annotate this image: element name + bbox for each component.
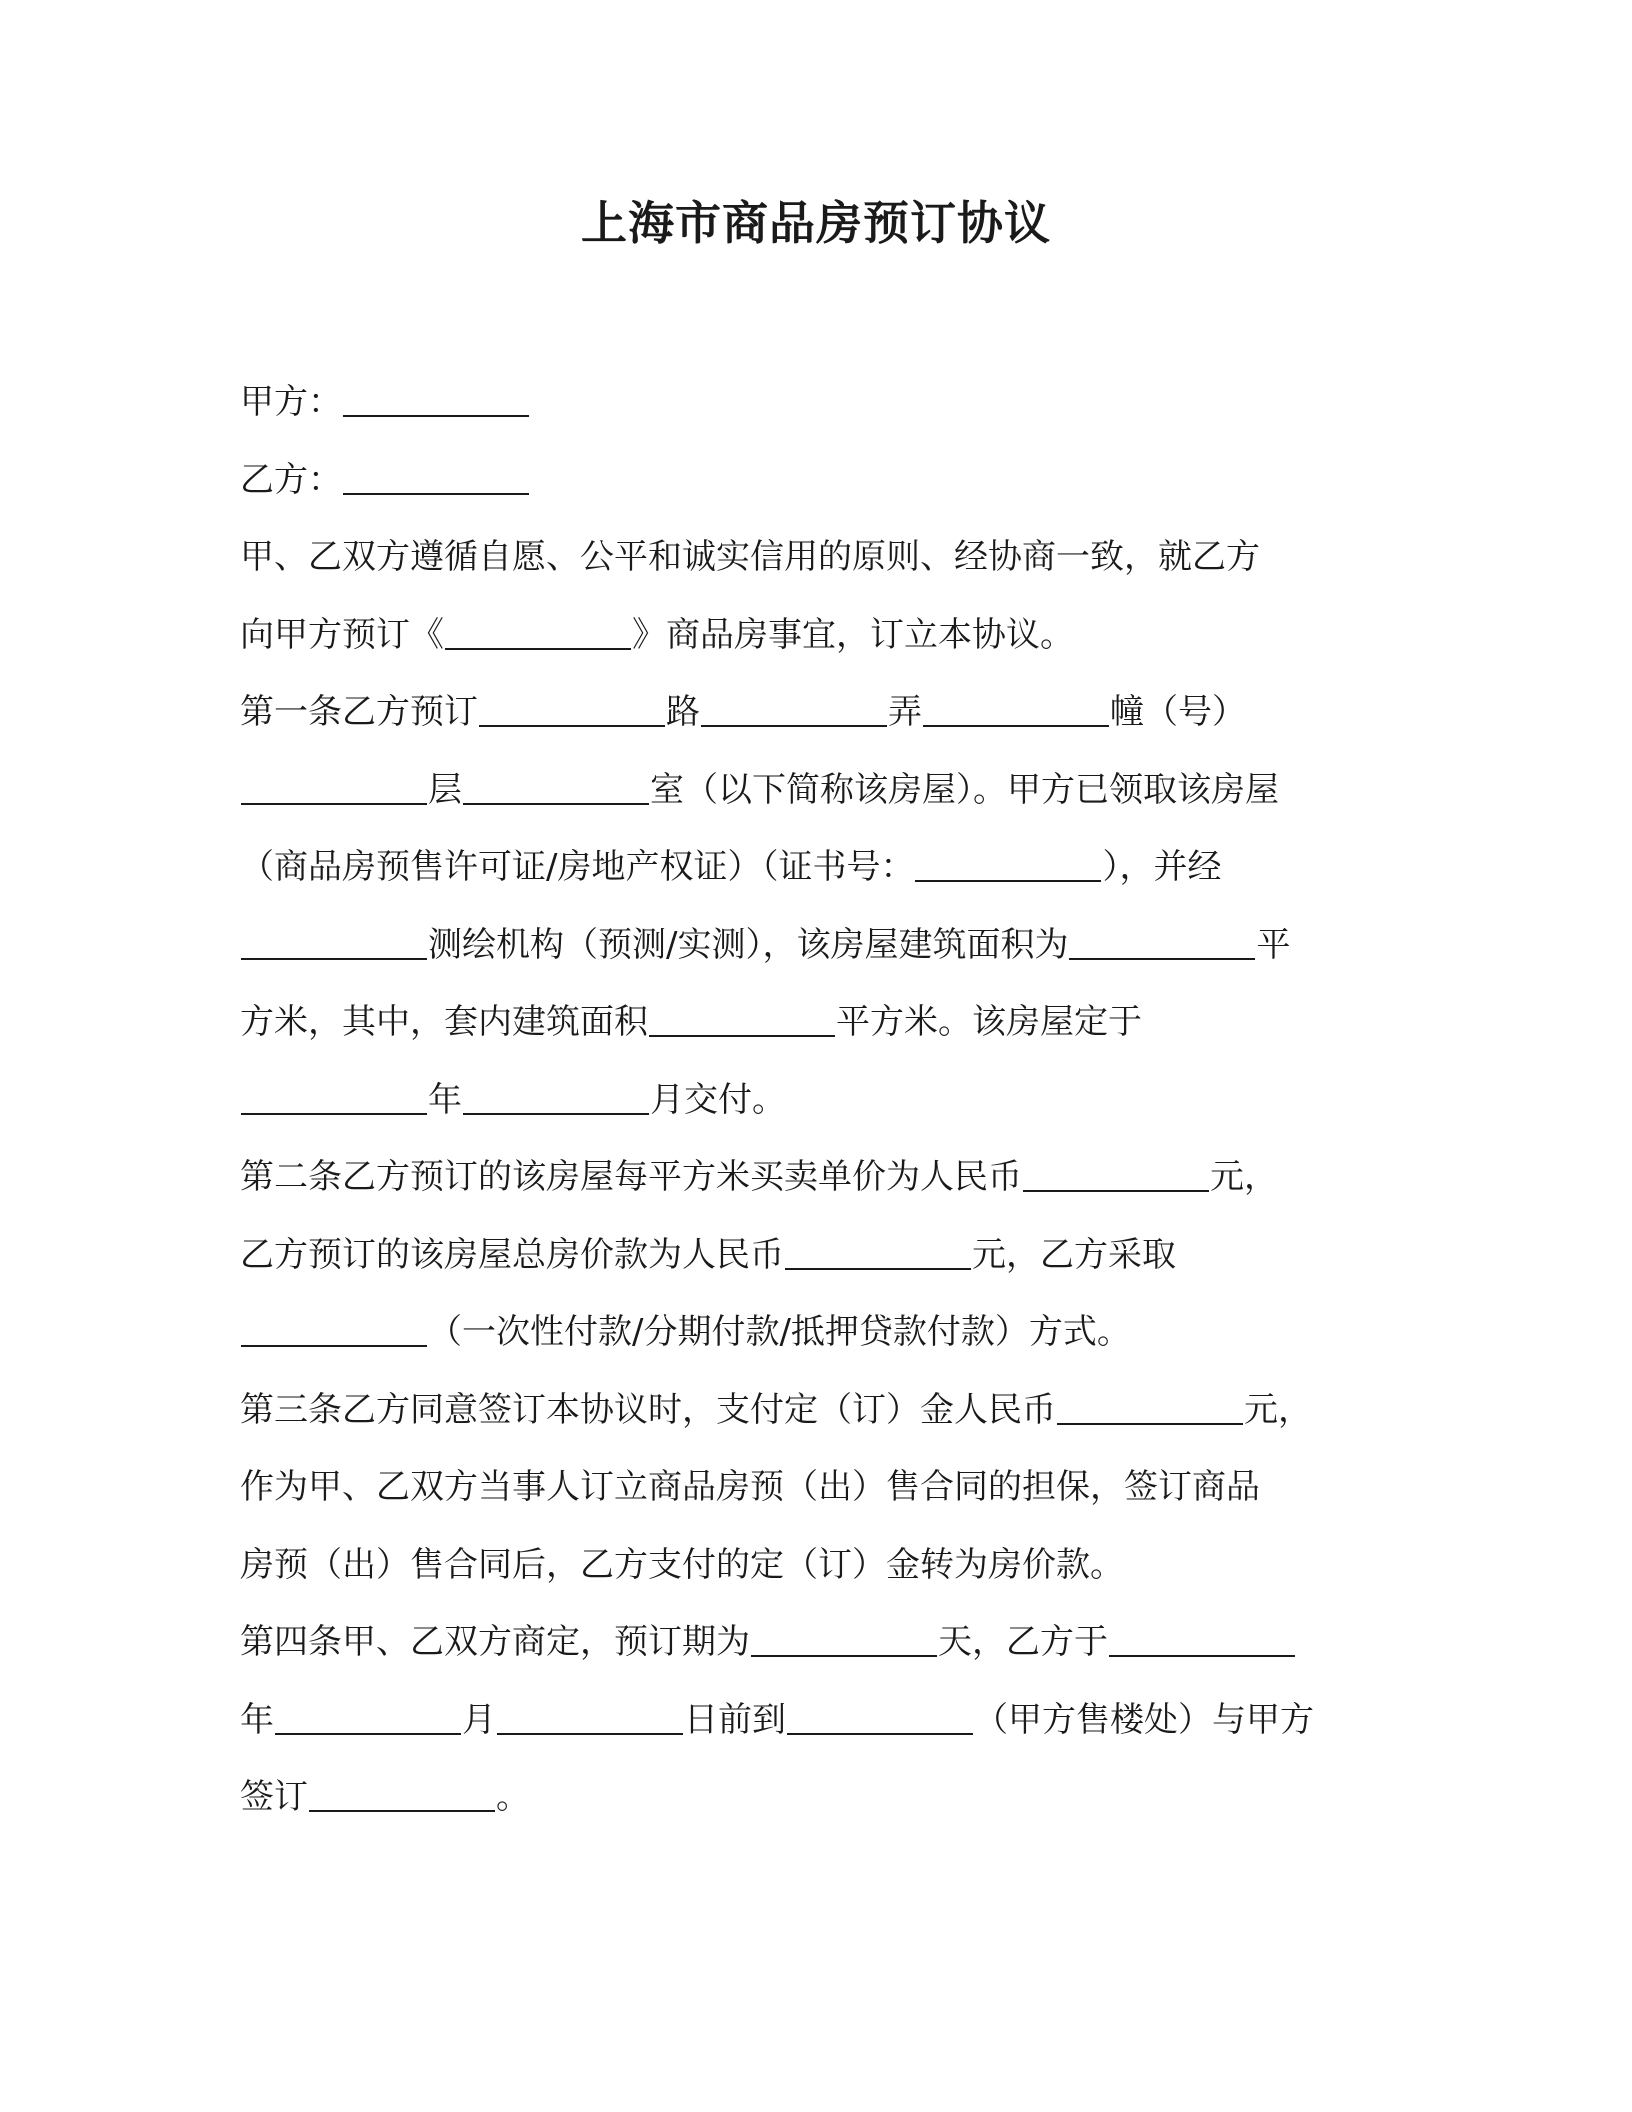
line-text: 弄 [888, 692, 922, 732]
fill-in-blank[interactable] [463, 1067, 649, 1115]
line-text: 月 [462, 1699, 496, 1740]
document-body [240, 364, 1390, 1837]
fill-in-blank[interactable] [241, 1299, 427, 1347]
line-text: 幢（号） [1110, 692, 1246, 732]
document-line [240, 1217, 1390, 1295]
fill-in-blank[interactable] [497, 1687, 683, 1735]
fill-in-blank[interactable] [923, 679, 1109, 727]
fill-in-blank[interactable] [1069, 912, 1255, 960]
fill-in-blank[interactable] [343, 447, 529, 495]
fill-in-blank[interactable] [787, 1687, 973, 1735]
fill-in-blank[interactable] [241, 912, 427, 960]
line-text: 测绘机构（预测/实测），该房屋建筑面积为 [428, 924, 1069, 965]
document-line [240, 907, 1390, 985]
line-text: 月交付。 [650, 1079, 786, 1120]
fill-in-blank[interactable] [445, 602, 631, 650]
fill-in-blank[interactable] [463, 757, 649, 805]
line-text: 平 [1256, 924, 1291, 965]
fill-in-blank[interactable] [1109, 1609, 1295, 1657]
fill-in-blank[interactable] [1057, 1377, 1243, 1425]
document-line [240, 1759, 1390, 1837]
fill-in-blank[interactable] [241, 1067, 427, 1115]
fill-in-blank[interactable] [275, 1687, 461, 1735]
line-text: 层 [428, 769, 462, 810]
line-text: 甲、乙双方遵循自愿、公平和诚实信用的原则、经协商一致，就乙方 [240, 537, 1260, 577]
document-line [240, 752, 1390, 830]
fill-in-blank[interactable] [785, 1222, 971, 1270]
document-line [240, 597, 1390, 675]
document-line [240, 364, 1390, 442]
document-line [240, 442, 1390, 520]
document-line [240, 1527, 1390, 1605]
document-line [240, 1449, 1390, 1527]
line-text: 向甲方预订《 [240, 614, 444, 655]
fill-in-blank[interactable] [649, 989, 835, 1037]
line-text: 平方米。该房屋定于 [836, 1002, 1142, 1042]
line-text: 年 [240, 1699, 274, 1740]
document-line [240, 1372, 1390, 1450]
line-text: 》商品房事宜，订立本协议。 [632, 614, 1074, 655]
document-line [240, 829, 1390, 907]
fill-in-blank[interactable] [479, 679, 665, 727]
document-line [240, 1294, 1390, 1372]
line-text: 路 [666, 692, 700, 732]
line-text: 元， [1244, 1389, 1312, 1430]
document-line [240, 1682, 1390, 1760]
line-text: （商品房预售许可证/房地产权证）（证书号： [240, 847, 915, 887]
line-text: 作为甲、乙双方当事人订立商品房预（出）售合同的担保，签订商品 [240, 1467, 1260, 1507]
line-text: 方米，其中，套内建筑面积 [240, 1002, 648, 1042]
document-title: 上海市商品房预订协议 [581, 196, 1051, 250]
line-text: 第二条乙方预订的该房屋每平方米买卖单价为人民币 [240, 1157, 1022, 1197]
line-text: 房预（出）售合同后，乙方支付的定（订）金转为房价款。 [240, 1544, 1124, 1585]
fill-in-blank[interactable] [701, 679, 887, 727]
line-text: ），并经 [1102, 847, 1222, 887]
fill-in-blank[interactable] [241, 757, 427, 805]
line-text: 日前到 [684, 1699, 786, 1740]
fill-in-blank[interactable] [1023, 1144, 1209, 1192]
line-text: 天，乙方于 [938, 1622, 1108, 1662]
document-line [240, 519, 1390, 597]
fill-in-blank[interactable] [751, 1609, 937, 1657]
line-text: 元，乙方采取 [972, 1234, 1176, 1275]
document-line [240, 1062, 1390, 1140]
document-line [240, 1604, 1390, 1682]
document-line [240, 674, 1390, 752]
line-text: 乙方预订的该房屋总房价款为人民币 [240, 1234, 784, 1275]
line-text: 甲方： [240, 382, 342, 422]
document-line [240, 1139, 1390, 1217]
fill-in-blank[interactable] [915, 834, 1101, 882]
line-text: 。 [496, 1777, 530, 1817]
line-text: 第四条甲、乙双方商定，预订期为 [240, 1622, 750, 1662]
document-line [240, 984, 1390, 1062]
line-text: 第一条乙方预订 [240, 692, 478, 732]
line-text: 签订 [240, 1777, 308, 1817]
line-text: 室（以下简称该房屋）。甲方已领取该房屋 [650, 769, 1279, 810]
line-text: 第三条乙方同意签订本协议时，支付定（订）金人民币 [240, 1389, 1056, 1430]
line-text: 元， [1210, 1157, 1278, 1197]
line-text: 年 [428, 1079, 462, 1120]
fill-in-blank[interactable] [309, 1764, 495, 1812]
line-text: （一次性付款/分期付款/抵押贷款付款）方式。 [428, 1312, 1131, 1352]
line-text: （甲方售楼处）与甲方 [974, 1699, 1314, 1740]
fill-in-blank[interactable] [343, 369, 529, 417]
line-text: 乙方： [240, 459, 342, 500]
